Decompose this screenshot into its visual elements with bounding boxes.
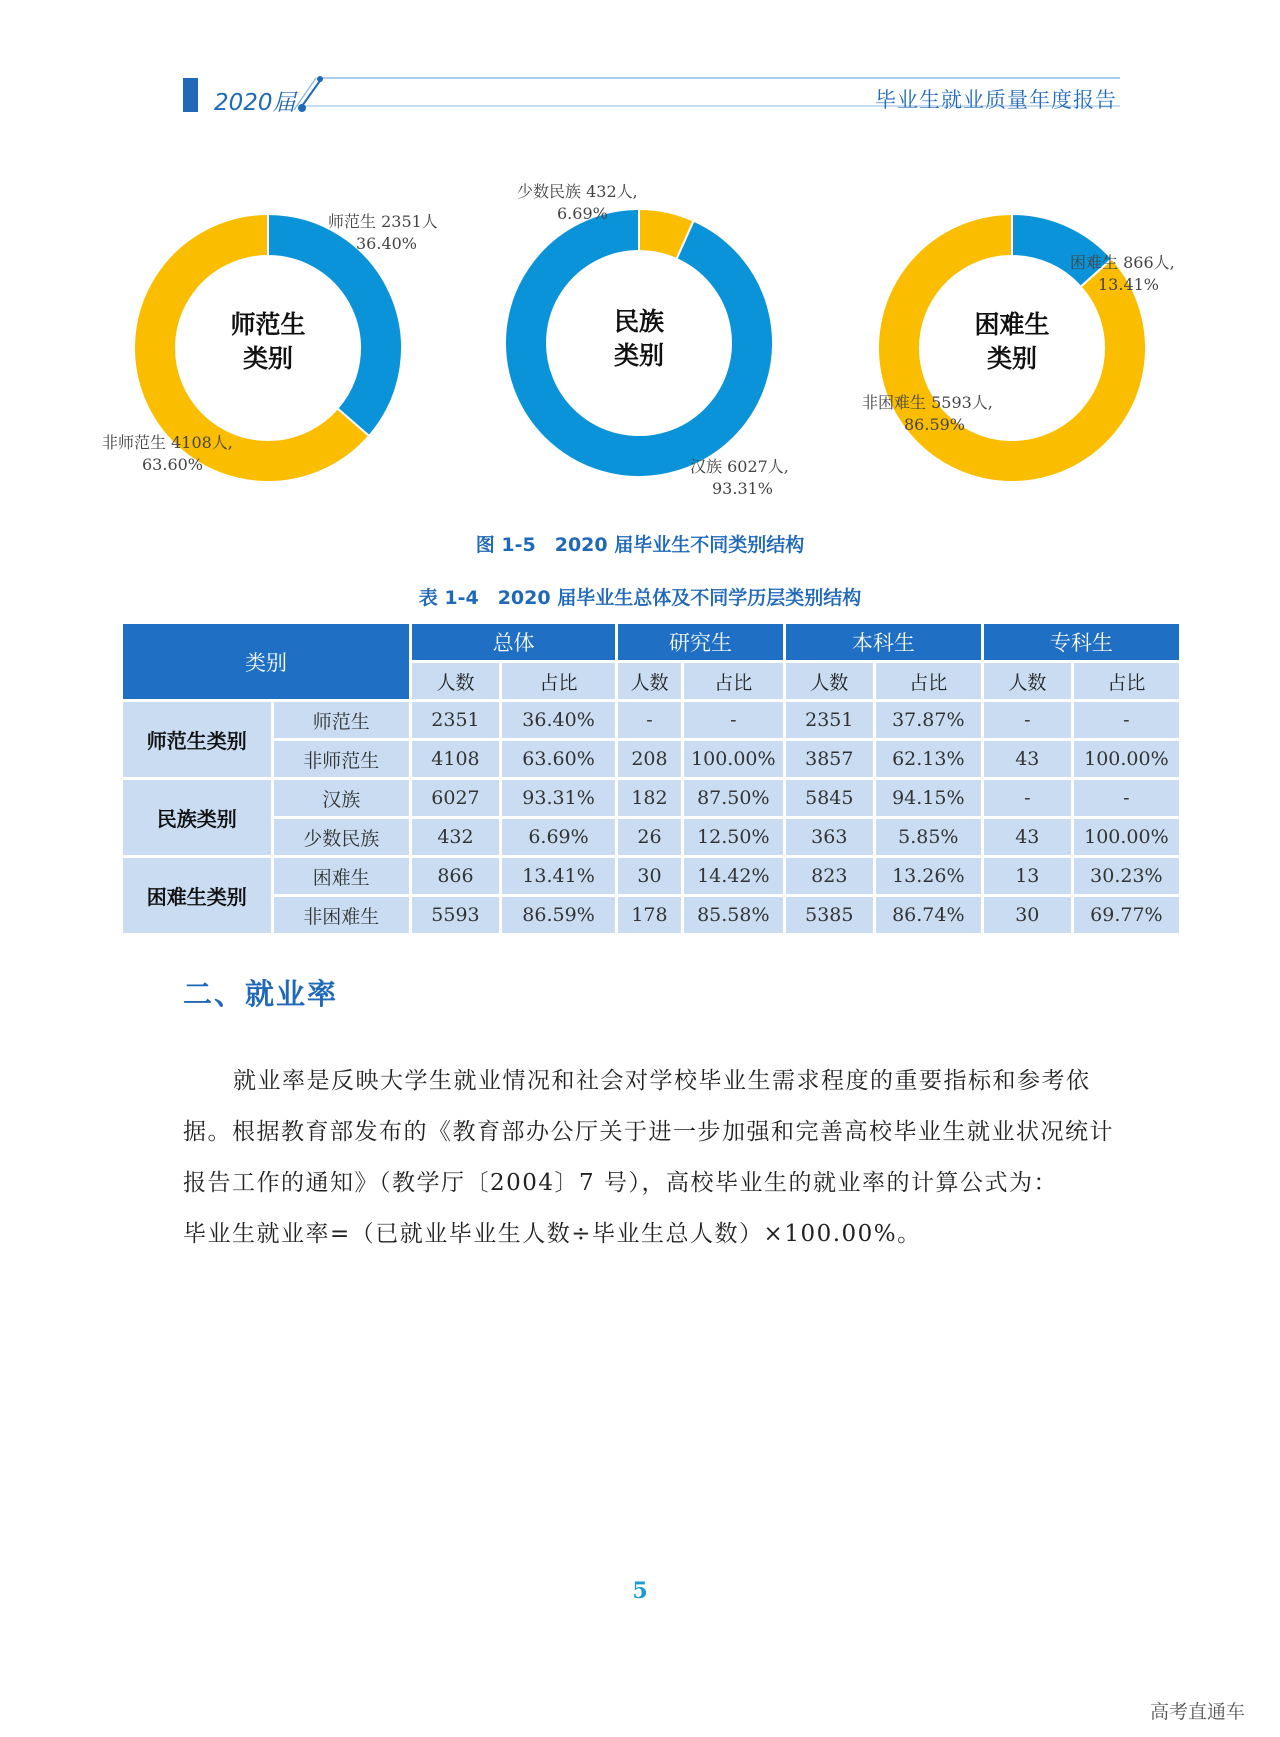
table-subheader: 占比 — [1074, 663, 1179, 699]
donut-label-difficult: 困难生 866人, 13.41% — [1070, 253, 1175, 294]
table-row — [123, 858, 1179, 894]
table-section-name: 民族类别 — [123, 780, 271, 855]
donut-center-label: 困难生 类别 — [974, 310, 1050, 373]
formula-line: 毕业生就业率=（已就业毕业生人数÷毕业生总人数）×100.00%。 — [183, 1221, 922, 1247]
table-cell: 13.26% — [876, 858, 981, 894]
table-row — [123, 897, 1179, 933]
table-cell: 37.87% — [876, 702, 981, 738]
table-cell: 432 — [412, 819, 499, 855]
table-cell: 94.15% — [876, 780, 981, 816]
table-cell: 4108 — [412, 741, 499, 777]
table-cell: 100.00% — [1074, 741, 1179, 777]
table-subheader: 人数 — [618, 663, 681, 699]
table-subheader: 占比 — [684, 663, 783, 699]
donut-chart-ethnicity — [503, 207, 775, 479]
table-cell: - — [684, 702, 783, 738]
header-accent-bar — [183, 78, 198, 112]
table-cell: 43 — [984, 741, 1071, 777]
table-cell: 87.50% — [684, 780, 783, 816]
donut-label-han: 汉族 6027人, 93.31% — [690, 457, 789, 498]
table-cell: 6027 — [412, 780, 499, 816]
table-cell: - — [1074, 780, 1179, 816]
table-cell: 2351 — [786, 702, 873, 738]
table-row-label: 汉族 — [274, 780, 409, 816]
table-cell: 3857 — [786, 741, 873, 777]
table-cell: 5593 — [412, 897, 499, 933]
table-cell: 100.00% — [1074, 819, 1179, 855]
table-cell: 178 — [618, 897, 681, 933]
table-cell: 63.60% — [502, 741, 615, 777]
table-row — [123, 702, 1179, 738]
table-cell: 93.31% — [502, 780, 615, 816]
donut-label-non-normal: 非师范生 4108人, 63.60% — [102, 433, 233, 474]
table-cell: 363 — [786, 819, 873, 855]
table-subheader: 人数 — [786, 663, 873, 699]
table-row-label: 少数民族 — [274, 819, 409, 855]
table-cell: 69.77% — [1074, 897, 1179, 933]
header-report-title: 毕业生就业质量年度报告 — [875, 88, 1117, 112]
header-year-title: 2020届 — [214, 90, 296, 116]
table-row-label: 非师范生 — [274, 741, 409, 777]
table-cell: 30.23% — [1074, 858, 1179, 894]
donut-center-label: 民族 类别 — [613, 307, 664, 370]
table-cell: 5385 — [786, 897, 873, 933]
table-subheader: 人数 — [412, 663, 499, 699]
table-group-header: 本科生 — [786, 624, 981, 660]
table-cell: 823 — [786, 858, 873, 894]
donut-label-minority: 少数民族 432人, 6.69% — [517, 182, 638, 223]
table-corner-header: 类别 — [123, 624, 409, 699]
category-structure-table — [120, 621, 1182, 936]
table-row-label: 师范生 — [274, 702, 409, 738]
table-cell: - — [984, 780, 1071, 816]
table-section-name: 困难生类别 — [123, 858, 271, 933]
table-cell: 866 — [412, 858, 499, 894]
table-subheader: 占比 — [502, 663, 615, 699]
table-cell: 13 — [984, 858, 1071, 894]
section-title: 二、就业率 — [183, 977, 339, 1011]
table-cell: 43 — [984, 819, 1071, 855]
table-section-name: 师范生类别 — [123, 702, 271, 777]
body-paragraph — [183, 1056, 1118, 1260]
table-cell: 30 — [984, 897, 1071, 933]
watermark-text: 高考直通车 — [1149, 1701, 1245, 1723]
table-cell: 30 — [618, 858, 681, 894]
table-group-header: 总体 — [412, 624, 615, 660]
table-cell: 14.42% — [684, 858, 783, 894]
table-row — [123, 780, 1179, 816]
table-group-header: 研究生 — [618, 624, 783, 660]
table-cell: 182 — [618, 780, 681, 816]
table-cell: - — [1074, 702, 1179, 738]
table-cell: 62.13% — [876, 741, 981, 777]
table-cell: 6.69% — [502, 819, 615, 855]
figure-caption: 图 1-5 2020 届毕业生不同类别结构 — [475, 534, 805, 556]
table-cell: - — [984, 702, 1071, 738]
table-group-header: 专科生 — [984, 624, 1179, 660]
body-text-line: 就业率是反映大学生就业情况和社会对学校毕业生需求程度的重要指标和参考依据。根据教育部发布的《教育部办公厅关于进一步加强和完善高校毕业生就业状况统计报告工作的通知》（教学厅〔2004〕7 号），高校毕业生的就业率的计算公式为： — [183, 1068, 1114, 1196]
table-cell: 86.59% — [502, 897, 615, 933]
table-caption: 表 1-4 2020 届毕业生总体及不同学历层类别结构 — [418, 587, 862, 609]
table-row-label: 困难生 — [274, 858, 409, 894]
donut-center-label: 师范生 类别 — [230, 310, 306, 373]
table-row — [123, 741, 1179, 777]
table-subheader: 人数 — [984, 663, 1071, 699]
table-cell: 5845 — [786, 780, 873, 816]
table-cell: 2351 — [412, 702, 499, 738]
table-row — [123, 819, 1179, 855]
table-subheader: 占比 — [876, 663, 981, 699]
table-cell: 26 — [618, 819, 681, 855]
table-cell: 100.00% — [684, 741, 783, 777]
table-cell: 5.85% — [876, 819, 981, 855]
table-cell: 36.40% — [502, 702, 615, 738]
donut-label-non-difficult: 非困难生 5593人, 86.59% — [862, 393, 993, 434]
table-cell: 13.41% — [502, 858, 615, 894]
table-cell: 85.58% — [684, 897, 783, 933]
table-cell: 12.50% — [684, 819, 783, 855]
donut-label-normal: 师范生 2351人 36.40% — [328, 212, 438, 253]
table-cell: 208 — [618, 741, 681, 777]
table-row-label: 非困难生 — [274, 897, 409, 933]
table-cell: - — [618, 702, 681, 738]
page-number: 5 — [632, 1578, 648, 1604]
table-cell: 86.74% — [876, 897, 981, 933]
